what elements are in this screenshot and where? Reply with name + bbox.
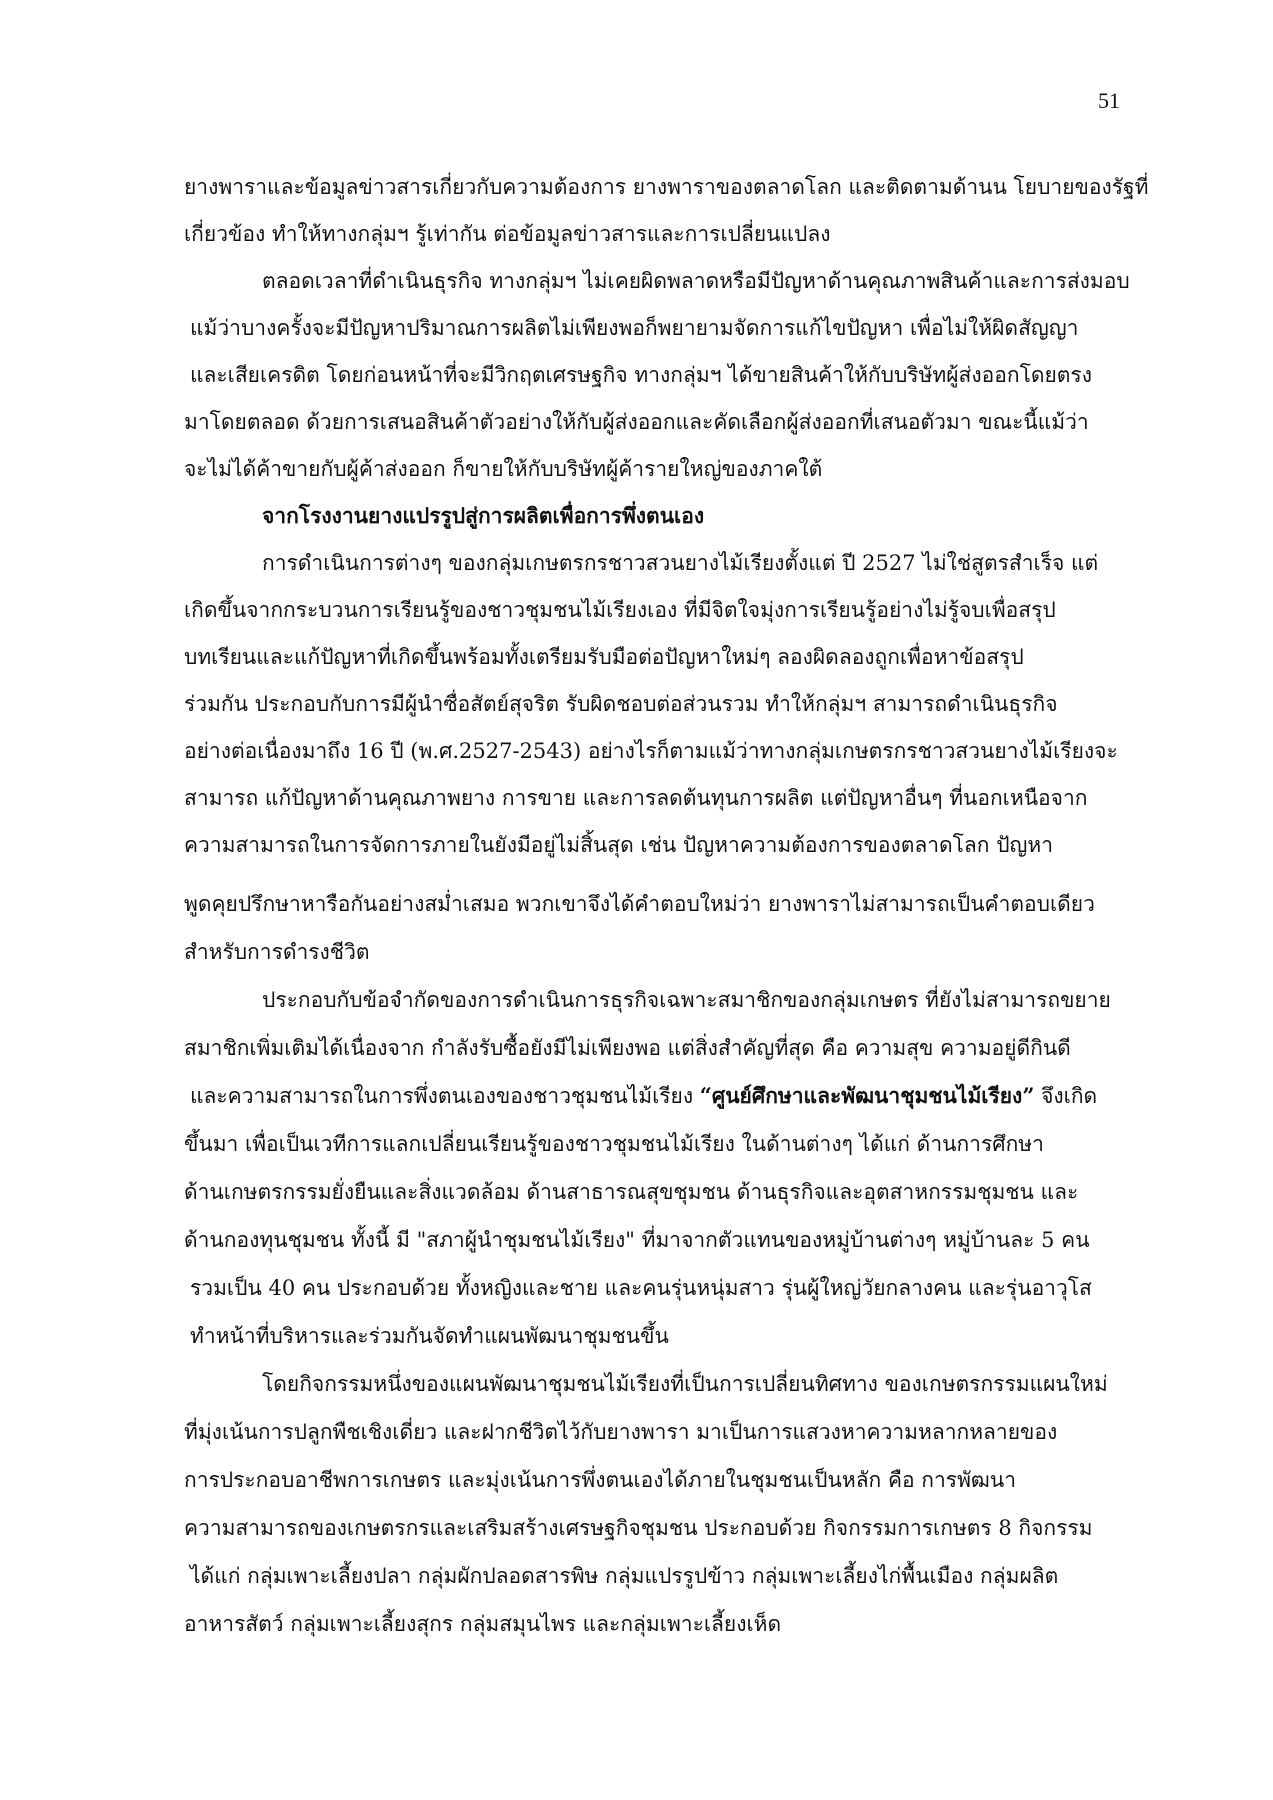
text-line: สมาชิกเพิ่มเติมได้เนื่องจาก กำลังรับซื้อยังมีไม่เพียงพอ แต่สิ่งสำคัญที่สุด คือ ความสุข ความอยู่ดีกินดี xyxy=(184,1036,1071,1060)
text-line: การประกอบอาชีพการเกษตร และมุ่งเน้นการพึ่งตนเองได้ภายในชุมชนเป็นหลัก คือ การพัฒนา xyxy=(184,1468,1017,1492)
text-line: ที่มุ่งเน้นการปลูกพืชเชิงเดี่ยว และฝากชีวิตไว้กับยางพารา มาเป็นการแสวงหาความหลากหลายของ xyxy=(184,1420,1058,1444)
center-name-bold: “ศูนย์ศึกษาและพัฒนาชุมชนไม้เรียง” xyxy=(699,1083,1035,1108)
text-line: จะไม่ได้ค้าขายกับผู้ค้าส่งออก ก็ขายให้กับบริษัทผู้ค้ารายใหญ่ของภาคใต้ xyxy=(184,457,823,481)
text-line: อย่างต่อเนื่องมาถึง 16 ปี (พ.ศ.2527-2543) อย่างไรก็ตามแม้ว่าทางกลุ่มเกษตรกรชาวสวนยางไม้เรียงจะ xyxy=(184,739,1118,763)
text-line: อาหารสัตว์ กลุ่มเพาะเลี้ยงสุกร กลุ่มสมุนไพร และกลุ่มเพาะเลี้ยงเห็ด xyxy=(184,1612,782,1636)
text-segment: และความสามารถในการพึ่งตนเองของชาวชุมชนไม้เรียง xyxy=(190,1084,700,1108)
text-line: เกี่ยวข้อง ทำให้ทางกลุ่มฯ รู้เท่ากัน ต่อข้อมูลข่าวสารและการเปลี่ยนแปลง xyxy=(184,222,831,246)
text-line: ด้านเกษตรกรรมยั่งยืนและสิ่งแวดล้อม ด้านสาธารณสุขชุมชน ด้านธุรกิจและอุตสาหกรรมชุมชน และ xyxy=(184,1180,1079,1204)
section-heading: จากโรงงานยางแปรรูปสู่การผลิตเพื่อการพึ่งตนเอง xyxy=(262,503,705,528)
text-line: ยางพาราและข้อมูลข่าวสารเกี่ยวกับความต้องการ ยางพาราของตลาดโลก และติดตามด้านน โยบายของรัฐที่ xyxy=(184,175,1149,199)
text-line: และเสียเครดิต โดยก่อนหน้าที่จะมีวิกฤตเศรษฐกิจ ทางกลุ่มฯ ได้ขายสินค้าให้กับบริษัทผู้ส่งออกโดยตรง xyxy=(190,363,1092,387)
text-line: ประกอบกับข้อจำกัดของการดำเนินการธุรกิจเฉพาะสมาชิกของกลุ่มเกษตร ที่ยังไม่สามารถขยาย xyxy=(262,988,1111,1012)
text-line: พูดคุยปรึกษาหารือกันอย่างสม่ำเสมอ พวกเขาจึงได้คำตอบใหม่ว่า ยางพาราไม่สามารถเป็นคำตอบเดียว xyxy=(184,892,1095,916)
text-segment: จึงเกิด xyxy=(1034,1084,1098,1108)
text-line: ขึ้นมา เพื่อเป็นเวทีการแลกเปลี่ยนเรียนรู้ของชาวชุมชนไม้เรียง ในด้านต่างๆ ได้แก่ ด้านการศึกษา xyxy=(184,1132,1044,1156)
text-line xyxy=(190,1081,1097,1111)
text-line: สำหรับการดำรงชีวิต xyxy=(184,940,370,964)
text-line: บทเรียนและแก้ปัญหาที่เกิดขึ้นพร้อมทั้งเตรียมรับมือต่อปัญหาใหม่ๆ ลองผิดลองถูกเพื่อหาข้อสรุป xyxy=(184,645,1024,669)
text-line: แม้ว่าบางครั้งจะมีปัญหาปริมาณการผลิตไม่เพียงพอก็พยายามจัดการแก้ไขปัญหา เพื่อไม่ให้ผิดสัญญา xyxy=(190,316,1079,340)
text-line: เกิดขึ้นจากกระบวนการเรียนรู้ของชาวชุมชนไม้เรียงเอง ที่มีจิตใจมุ่งการเรียนรู้อย่างไม่รู้จบเพื่อสรุป xyxy=(184,598,1056,622)
text-line: ทำหน้าที่บริหารและร่วมกันจัดทำแผนพัฒนาชุมชนขึ้น xyxy=(190,1324,669,1348)
text-line: มาโดยตลอด ด้วยการเสนอสินค้าตัวอย่างให้กับผู้ส่งออกและคัดเลือกผู้ส่งออกที่เสนอตัวมา ขณะนี้แม้ว่า xyxy=(184,410,1089,434)
text-line: ด้านกองทุนชุมชน ทั้งนี้ มี "สภาผู้นำชุมชนไม้เรียง" ที่มาจากตัวแทนของหมู่บ้านต่างๆ หมู่บ้านละ 5 คน xyxy=(184,1228,1090,1252)
text-line: สามารถ แก้ปัญหาด้านคุณภาพยาง การขาย และการลดต้นทุนการผลิต แต่ปัญหาอื่นๆ ที่นอกเหนือจาก xyxy=(184,786,1088,810)
text-line: ความสามารถในการจัดการภายในยังมีอยู่ไม่สิ้นสุด เช่น ปัญหาความต้องการของตลาดโลก ปัญหา xyxy=(184,833,1054,857)
text-line: ตลอดเวลาที่ดำเนินธุรกิจ ทางกลุ่มฯ ไม่เคยผิดพลาดหรือมีปัญหาด้านคุณภาพสินค้าและการส่งมอบ xyxy=(262,269,1130,293)
text-line: โดยกิจกรรมหนึ่งของแผนพัฒนาชุมชนไม้เรียงที่เป็นการเปลี่ยนทิศทาง ของเกษตรกรรมแผนใหม่ xyxy=(262,1372,1108,1396)
text-line: การดำเนินการต่างๆ ของกลุ่มเกษตรกรชาวสวนยางไม้เรียงตั้งแต่ ปี 2527 ไม่ใช่สูตรสำเร็จ แต่ xyxy=(262,551,1099,575)
text-line: รวมเป็น 40 คน ประกอบด้วย ทั้งหญิงและชาย และคนรุ่นหนุ่มสาว รุ่นผู้ใหญ่วัยกลางคน และรุ่นอาวุโส xyxy=(190,1276,1092,1300)
page-number: 51 xyxy=(1098,88,1120,113)
text-line: ร่วมกัน ประกอบกับการมีผู้นำซื่อสัตย์สุจริต รับผิดชอบต่อส่วนรวม ทำให้กลุ่มฯ สามารถดำเนินธุรกิจ xyxy=(184,692,1058,716)
text-line: ได้แก่ กลุ่มเพาะเลี้ยงปลา กลุ่มผักปลอดสารพิษ กลุ่มแปรรูปข้าว กลุ่มเพาะเลี้ยงไก่พื้นเมือง กลุ่มผลิต xyxy=(190,1564,1059,1588)
text-line: ความสามารถของเกษตรกรและเสริมสร้างเศรษฐกิจชุมชน ประกอบด้วย กิจกรรมการเกษตร 8 กิจกรรม xyxy=(184,1516,1093,1540)
